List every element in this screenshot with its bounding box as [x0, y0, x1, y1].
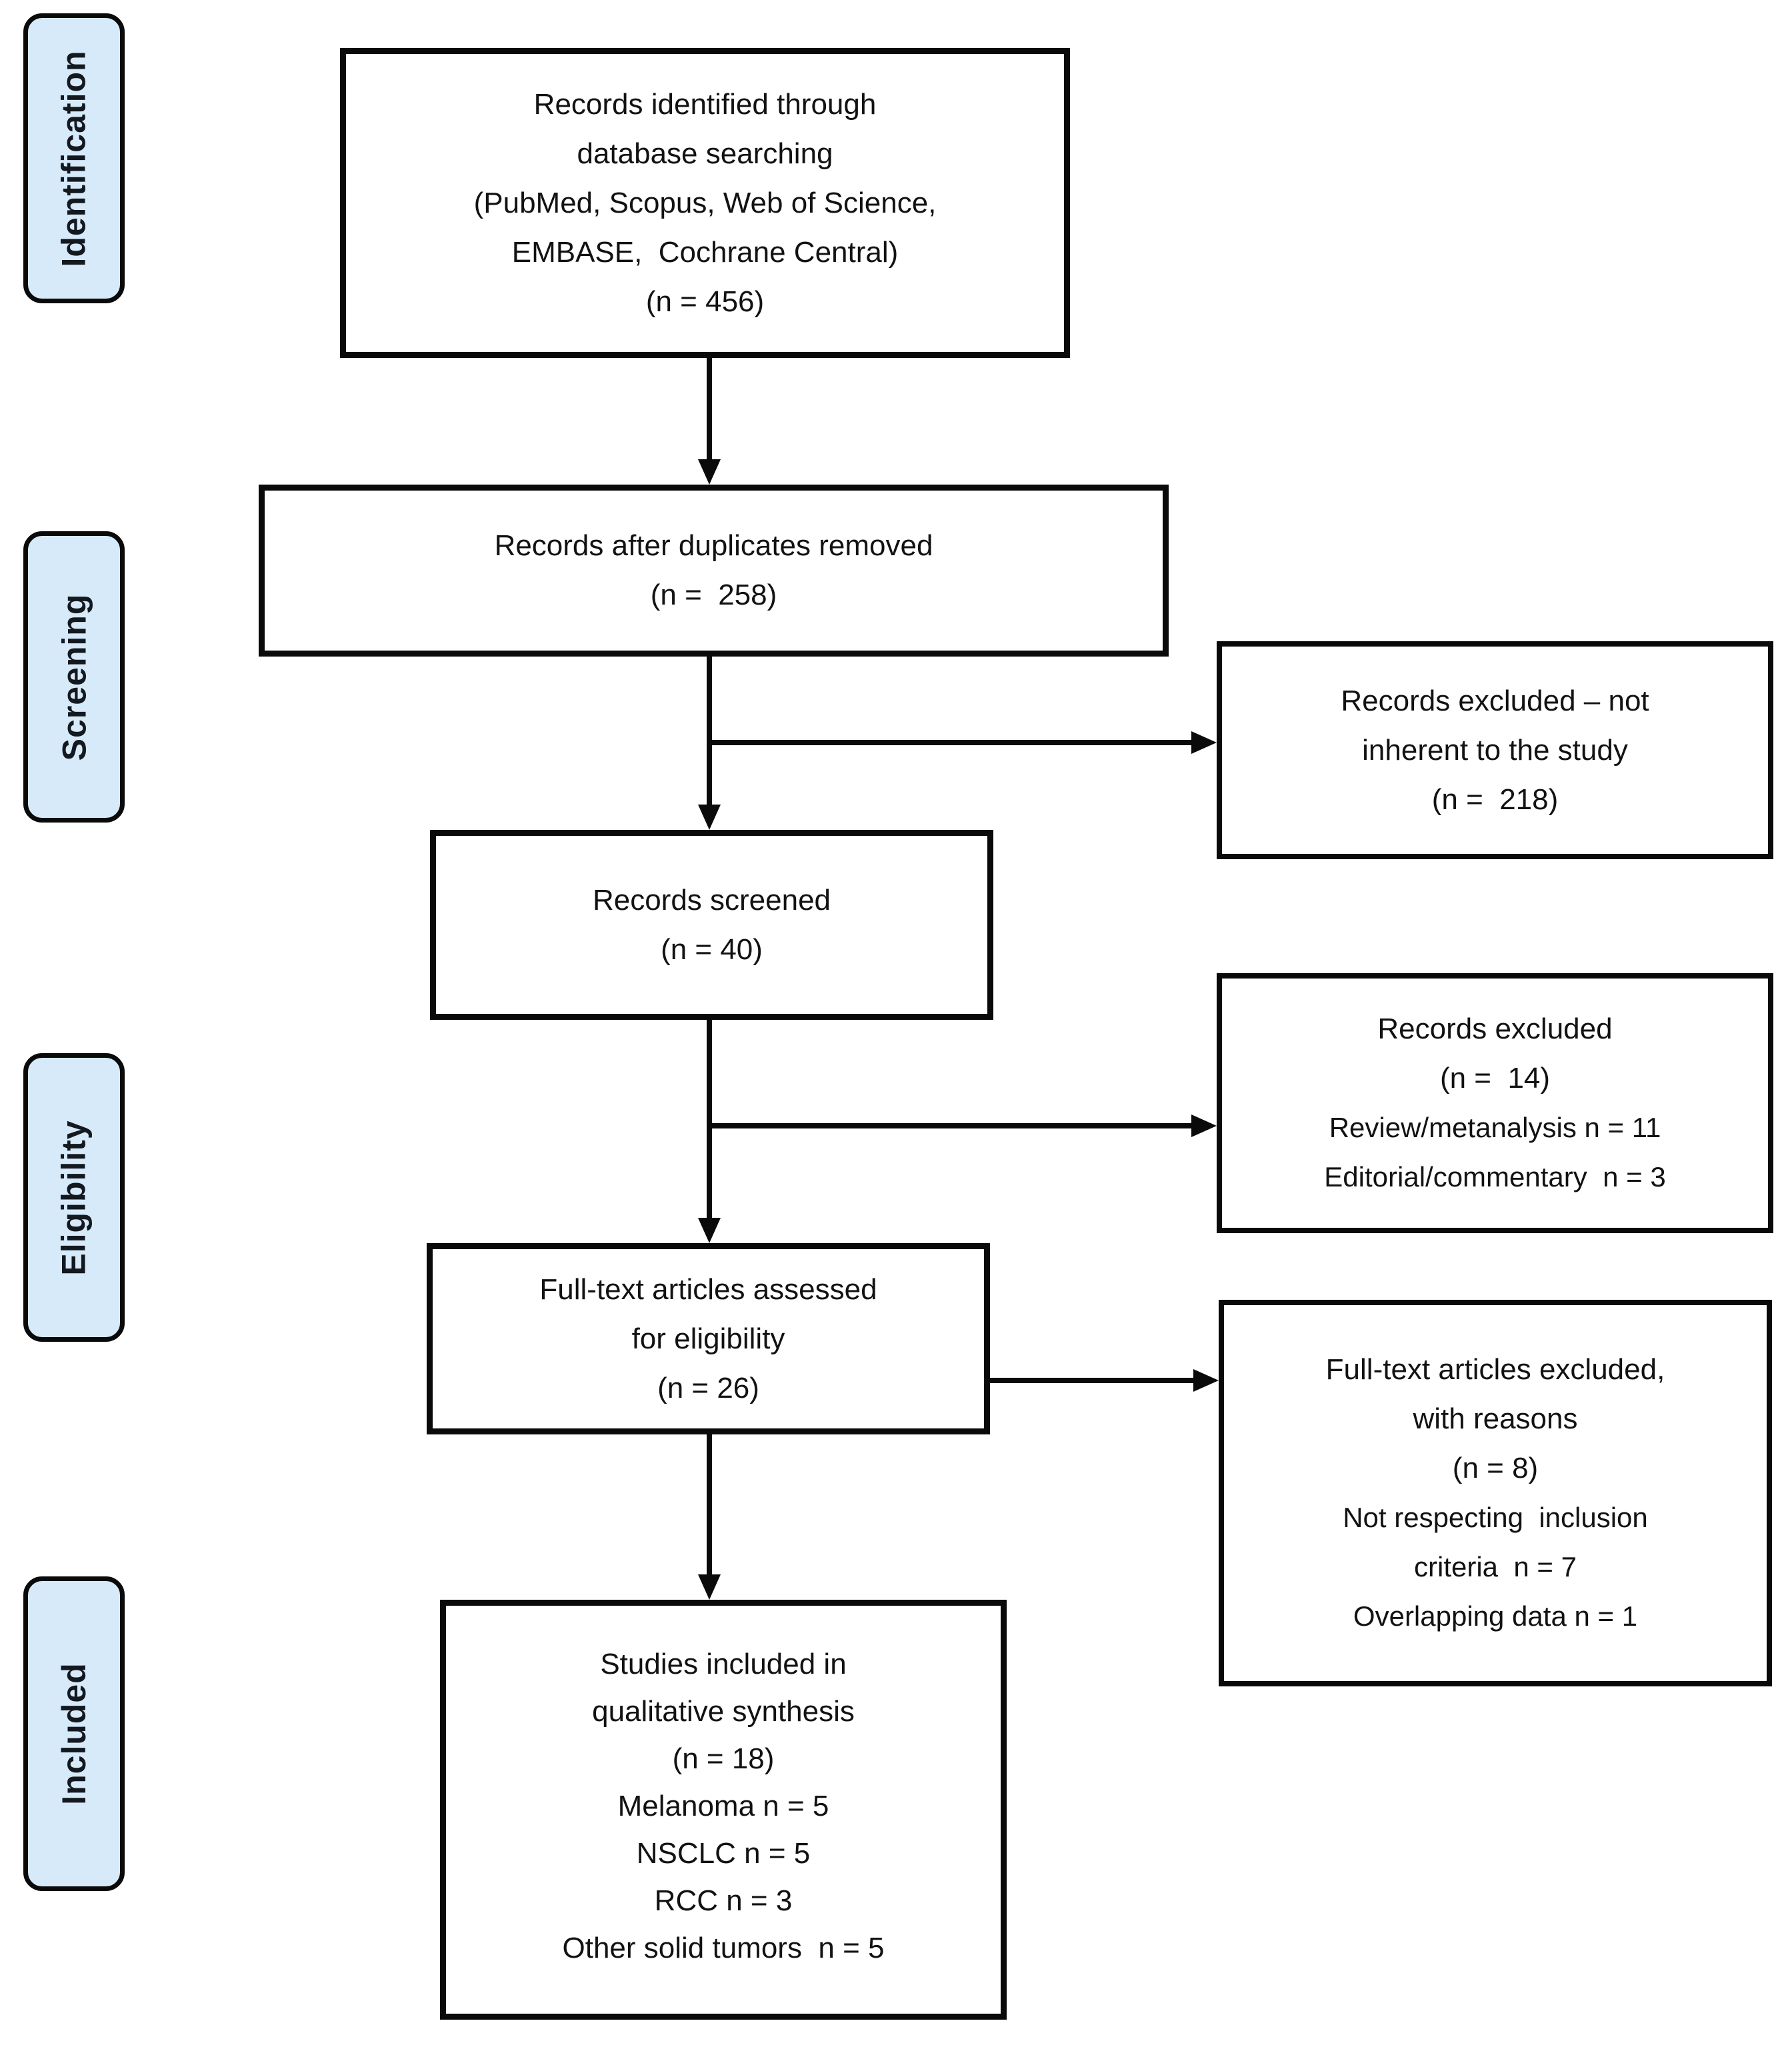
box-studies-included-line: Other solid tumors n = 5 — [562, 1932, 885, 1964]
arrow-screened-to-fulltext-line — [707, 1020, 712, 1220]
box-records-identified-line: Records identified through — [533, 87, 877, 121]
box-fulltext-excluded-line: Overlapping data n = 1 — [1353, 1600, 1638, 1632]
arrow-screened-to-fulltext-head-icon — [698, 1218, 721, 1243]
box-fulltext-excluded-line: Not respecting inclusion — [1343, 1502, 1648, 1533]
arrow-to-excluded-not-inherent-head-icon — [1191, 731, 1217, 754]
box-records-excluded-line: Editorial/commentary n = 3 — [1324, 1161, 1666, 1192]
stage-screening-label: Screening — [55, 593, 93, 761]
stage-identification — [23, 13, 125, 303]
box-records-screened-line: (n = 40) — [661, 933, 763, 966]
arrow-fulltext-to-included-line — [707, 1434, 712, 1578]
box-studies-included — [440, 1600, 1007, 2020]
box-fulltext-assessed-line: for eligibility — [631, 1322, 785, 1355]
box-records-excluded — [1217, 973, 1773, 1233]
arrow-duplicates-to-screened-head-icon — [698, 805, 721, 830]
box-records-excluded-not-inherent-line: (n = 218) — [1431, 783, 1559, 816]
box-fulltext-excluded-line: with reasons — [1413, 1402, 1578, 1435]
box-fulltext-excluded-line: (n = 8) — [1452, 1452, 1539, 1484]
stage-screening — [23, 531, 125, 823]
box-records-excluded-not-inherent-line: Records excluded – not — [1341, 684, 1649, 717]
box-fulltext-assessed-line: (n = 26) — [657, 1371, 759, 1404]
box-records-excluded-line: Review/metanalysis n = 11 — [1329, 1112, 1661, 1143]
box-studies-included-line: RCC n = 3 — [654, 1884, 793, 1917]
arrow-to-fulltext-excluded-head-icon — [1193, 1369, 1219, 1392]
arrow-duplicates-to-screened-line — [707, 657, 712, 810]
box-records-screened-line: Records screened — [592, 883, 831, 917]
box-duplicates-removed-line: Records after duplicates removed — [494, 529, 933, 562]
arrow-fulltext-to-included-head-icon — [698, 1574, 721, 1600]
stage-eligibility — [23, 1053, 125, 1342]
stage-included — [23, 1576, 125, 1891]
stage-eligibility-label: Eligibility — [55, 1119, 93, 1276]
stage-identification-label: Identification — [55, 49, 93, 267]
box-records-excluded-not-inherent — [1217, 641, 1773, 859]
box-fulltext-excluded-line: criteria n = 7 — [1414, 1551, 1577, 1582]
box-studies-included-line: NSCLC n = 5 — [636, 1837, 811, 1870]
box-records-identified-line: (n = 456) — [645, 285, 765, 318]
box-fulltext-assessed — [427, 1243, 990, 1434]
box-studies-included-line: Melanoma n = 5 — [617, 1790, 829, 1822]
box-fulltext-assessed-line: Full-text articles assessed — [539, 1272, 877, 1306]
box-records-identified-line: (PubMed, Scopus, Web of Science, — [473, 186, 937, 219]
box-fulltext-excluded — [1219, 1300, 1772, 1686]
box-records-excluded-not-inherent-line: inherent to the study — [1362, 733, 1628, 767]
box-records-identified — [340, 48, 1070, 358]
arrow-identified-to-duplicates-line — [707, 358, 712, 465]
arrow-to-records-excluded-head-icon — [1191, 1114, 1217, 1137]
box-duplicates-removed-line: (n = 258) — [650, 579, 777, 611]
arrow-identified-to-duplicates-head-icon — [698, 459, 721, 485]
box-records-screened — [430, 830, 993, 1020]
box-records-identified-line: database searching — [577, 137, 833, 170]
box-studies-included-line: qualitative synthesis — [592, 1695, 855, 1728]
stage-included-label: Included — [55, 1662, 93, 1805]
box-duplicates-removed — [259, 485, 1169, 657]
box-records-excluded-line: Records excluded — [1377, 1013, 1613, 1045]
box-records-excluded-line: (n = 14) — [1439, 1062, 1551, 1094]
box-studies-included-line: Studies included in — [600, 1648, 847, 1680]
box-fulltext-excluded-line: Full-text articles excluded, — [1325, 1353, 1665, 1386]
box-records-identified-line: EMBASE, Cochrane Central) — [511, 235, 899, 269]
box-studies-included-line: (n = 18) — [672, 1742, 775, 1775]
arrow-to-excluded-not-inherent-line — [709, 740, 1196, 745]
arrow-to-records-excluded-line — [709, 1123, 1196, 1128]
arrow-to-fulltext-excluded-line — [990, 1378, 1197, 1383]
